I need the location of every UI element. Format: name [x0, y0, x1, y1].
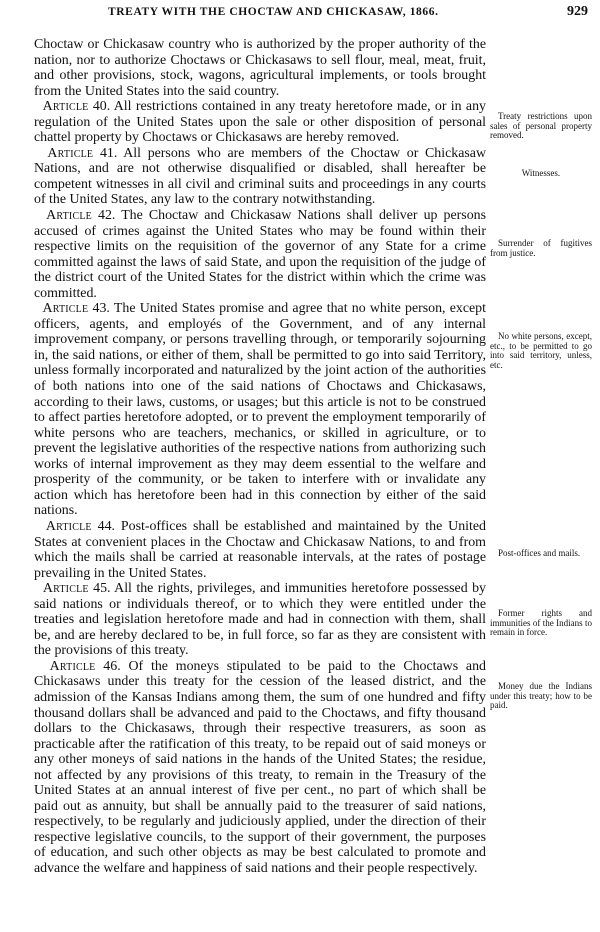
- article-label: Article: [47, 145, 94, 161]
- article-43: [34, 301, 486, 519]
- article-label: Article: [45, 518, 92, 534]
- margin-note-restrictions: Treaty restrictions upon sales of personal property removed.: [490, 111, 592, 141]
- article-45: [34, 581, 486, 659]
- margin-note-fugitives: Surrender of fugitives from justice.: [490, 238, 592, 258]
- article-text: Of the moneys stipulated to be paid to the Choctaws and Chickasaws under this treaty for the cession of the leased district, and the admission of the Kansas Indians among them, the sum of one hundred and fifty thousand dollars shall be advanced and paid to the Choctaws, and fifty thousand dollars to the Chickasaws, through their respective treasurers, as soon as practicable after the ratification of this treaty, to be repaid out of said moneys or any other moneys of said nations in the hands of the United States; the residue, not affected by any provisions of this treaty, to remain in the Treasury of the United States at an annual interest of five per cent., no part of which shall be paid out as annuity, but shall be annually paid to the treasurer of said nations, respectively, to be regularly and judiciously applied, under the direction of their respective legislative councils, to the support of their government, the purposes of education, and such other objects as may be best calculated to promote and advance the welfare and happiness of said nations and their people respectively.: [34, 658, 486, 876]
- page-number: 929: [567, 4, 588, 19]
- article-40: [34, 99, 486, 146]
- article-text: The United States promise and agree that no white person, except officers, agents, and employés of the Government, and of any internal improvement company, or persons travelling through, or temporarily sojourning in, the said nations, or either of them, shall be permitted to go into said Territory, unless formally incorporated and naturalized by the joint action of the authorities of both nations into one of the said nations of Choctaws and Chickasaws, according to their laws, customs, or usages; but this article is not to be construed to affect parties heretofore adopted, or to prevent the employment temporarily of white persons who are teachers, mechanics, or skilled in agriculture, or to prevent the legislative authorities of the respective nations from authorizing such works of internal improvement as they may deem essential to the welfare and prosperity of the community, or be taken to interfere with or invalidate any action which has heretofore been had in this connection by either of the said nations.: [34, 301, 486, 519]
- running-header: [0, 6, 600, 26]
- article-41: [34, 146, 486, 208]
- paragraph-continuation: Choctaw or Chickasaw country who is authorized by the proper authority of the nation, nor to authorize Choctaws or Chickasaws to sell flour, meal, meat, fruit, and other provisions, stock, wagons, agricultural implements, or tools brought from the United States into the said country.: [34, 37, 486, 99]
- margin-note-money: Money due the Indians under this treaty; how to be paid.: [490, 681, 592, 711]
- article-text: All restrictions contained in any treaty heretofore made, or in any regulation of the United States upon the sale or other disposition of personal chattel property by Choctaws or Chickasaws are hereby removed.: [34, 99, 486, 146]
- article-46: [34, 659, 486, 877]
- article-number: 40.: [92, 99, 111, 115]
- article-label: Article: [49, 658, 96, 674]
- article-text: All persons who are members of the Choctaw or Chickasaw Nations, and are not otherwise disqualified or disabled, shall hereafter be competent witnesses in all civil and criminal suits and proceedings in any courts of the United States, any law to the contrary notwithstanding.: [34, 145, 486, 208]
- article-text: Post-offices shall be established and maintained by the United States at convenient places in the Choctaw and Chickasaw Nations, to and from which the mails shall be carried at reasonable intervals, at the rates of postage prevailing in the United States.: [34, 518, 486, 581]
- margin-note-witnesses: Witnesses.: [521, 168, 561, 178]
- article-label: Article: [42, 581, 89, 597]
- article-44: [34, 519, 486, 581]
- article-label: Article: [42, 301, 89, 317]
- article-number: 45.: [93, 581, 111, 597]
- margin-note-post-offices: Post-offices and mails.: [498, 548, 581, 558]
- article-label: Article: [46, 208, 92, 224]
- article-number: 46.: [103, 658, 121, 674]
- article-text: The Choctaw and Chickasaw Nations shall deliver up persons accused of crimes against the United States who may be found within their respective limits on the requisition of the governor of any State for a crime committed against the laws of said State, and upon the requisition of the judge of the district court of the United States for the district within which the crime was committed.: [34, 208, 486, 301]
- article-number: 43.: [92, 301, 110, 317]
- margin-note-rights: Former rights and immunities of the Indians to remain in force.: [490, 608, 592, 638]
- article-number: 41.: [99, 145, 118, 161]
- article-label: Article: [42, 99, 89, 115]
- article-text: All the rights, privileges, and immunities heretofore possessed by said nations or individuals thereof, or to which they were entitled under the treaties and legislation heretofore made and had in connection with them, shall be, and are hereby declared to be, in full force, so far as they are consistent with the provisions of this treaty.: [34, 581, 486, 659]
- treaty-text-column: [34, 37, 486, 877]
- margin-note-white-persons: No white persons, except, etc., to be permitted to go into said territory, unless, etc.: [490, 331, 592, 370]
- article-number: 42.: [98, 208, 116, 224]
- article-number: 44.: [97, 518, 115, 534]
- running-title: TREATY WITH THE CHOCTAW AND CHICKASAW, 1866.: [108, 6, 439, 18]
- article-42: [34, 208, 486, 301]
